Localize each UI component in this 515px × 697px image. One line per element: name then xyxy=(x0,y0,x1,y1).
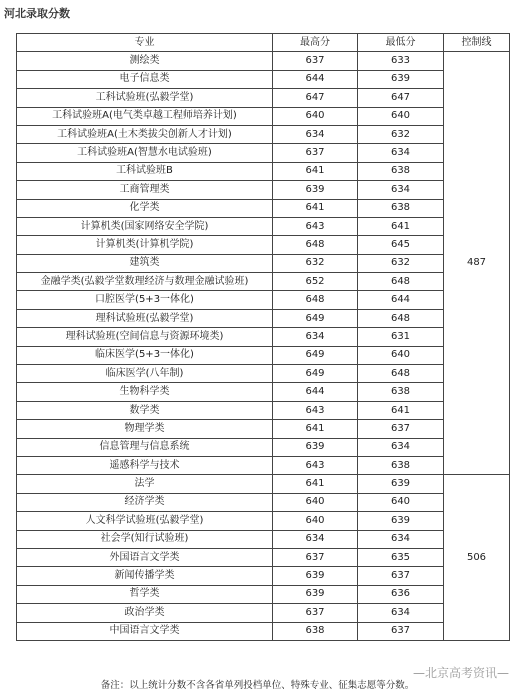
cell-major: 社会学(知行试验班) xyxy=(17,530,273,548)
watermark: —北京高考资讯— xyxy=(412,666,509,680)
table-row xyxy=(17,309,510,327)
cell-max-score: 639 xyxy=(273,181,358,199)
table-row xyxy=(17,162,510,180)
cell-max-score: 649 xyxy=(273,309,358,327)
cell-max-score: 634 xyxy=(273,125,358,143)
cell-min-score: 634 xyxy=(358,181,444,199)
cell-control-line: 506 xyxy=(444,475,510,641)
cell-min-score: 637 xyxy=(358,567,444,585)
table-row xyxy=(17,346,510,364)
table-row xyxy=(17,622,510,640)
cell-major: 人文科学试验班(弘毅学堂) xyxy=(17,512,273,530)
cell-major: 计算机类(国家网络安全学院) xyxy=(17,217,273,235)
cell-max-score: 641 xyxy=(273,420,358,438)
cell-min-score: 634 xyxy=(358,438,444,456)
cell-max-score: 640 xyxy=(273,107,358,125)
cell-major: 法学 xyxy=(17,475,273,493)
cell-max-score: 637 xyxy=(273,548,358,566)
table-row xyxy=(17,567,510,585)
cell-major: 生物科学类 xyxy=(17,383,273,401)
cell-max-score: 643 xyxy=(273,217,358,235)
table-row xyxy=(17,181,510,199)
cell-max-score: 641 xyxy=(273,199,358,217)
cell-major: 化学类 xyxy=(17,199,273,217)
cell-max-score: 639 xyxy=(273,438,358,456)
table-row xyxy=(17,530,510,548)
cell-min-score: 637 xyxy=(358,622,444,640)
table-row xyxy=(17,89,510,107)
cell-max-score: 639 xyxy=(273,567,358,585)
cell-max-score: 647 xyxy=(273,89,358,107)
cell-min-score: 632 xyxy=(358,125,444,143)
table-row xyxy=(17,493,510,511)
cell-max-score: 637 xyxy=(273,144,358,162)
cell-major: 物理学类 xyxy=(17,420,273,438)
cell-min-score: 635 xyxy=(358,548,444,566)
table-row xyxy=(17,365,510,383)
table-row xyxy=(17,420,510,438)
cell-major: 数学类 xyxy=(17,401,273,419)
cell-min-score: 647 xyxy=(358,89,444,107)
table-row xyxy=(17,70,510,88)
table-row xyxy=(17,52,510,70)
cell-max-score: 634 xyxy=(273,328,358,346)
cell-major: 临床医学(八年制) xyxy=(17,365,273,383)
cell-min-score: 638 xyxy=(358,383,444,401)
cell-min-score: 634 xyxy=(358,604,444,622)
cell-min-score: 644 xyxy=(358,291,444,309)
cell-major: 遥感科学与技术 xyxy=(17,456,273,474)
cell-max-score: 641 xyxy=(273,475,358,493)
table-row xyxy=(17,401,510,419)
table-row xyxy=(17,383,510,401)
cell-major: 工科试验班A(智慧水电试验班) xyxy=(17,144,273,162)
cell-major: 理科试验班(空间信息与资源环境类) xyxy=(17,328,273,346)
table-row xyxy=(17,438,510,456)
table-row xyxy=(17,125,510,143)
cell-min-score: 638 xyxy=(358,162,444,180)
cell-max-score: 648 xyxy=(273,236,358,254)
cell-max-score: 649 xyxy=(273,346,358,364)
cell-min-score: 640 xyxy=(358,493,444,511)
cell-max-score: 644 xyxy=(273,70,358,88)
cell-major: 工科试验班A(土木类拔尖创新人才计划) xyxy=(17,125,273,143)
cell-min-score: 632 xyxy=(358,254,444,272)
cell-min-score: 636 xyxy=(358,585,444,603)
cell-max-score: 640 xyxy=(273,512,358,530)
cell-min-score: 641 xyxy=(358,217,444,235)
cell-min-score: 639 xyxy=(358,70,444,88)
table-row xyxy=(17,548,510,566)
cell-major: 经济学类 xyxy=(17,493,273,511)
cell-major: 理科试验班(弘毅学堂) xyxy=(17,309,273,327)
cell-max-score: 643 xyxy=(273,401,358,419)
cell-major: 口腔医学(5+3一体化) xyxy=(17,291,273,309)
cell-min-score: 638 xyxy=(358,456,444,474)
cell-min-score: 637 xyxy=(358,420,444,438)
cell-major: 政治学类 xyxy=(17,604,273,622)
page-title: 河北录取分数 xyxy=(4,7,70,20)
table-row xyxy=(17,585,510,603)
cell-min-score: 639 xyxy=(358,512,444,530)
cell-major: 新闻传播学类 xyxy=(17,567,273,585)
table-header-row xyxy=(17,34,510,52)
cell-max-score: 640 xyxy=(273,493,358,511)
header-min-score: 最低分 xyxy=(358,34,444,52)
cell-min-score: 638 xyxy=(358,199,444,217)
cell-min-score: 639 xyxy=(358,475,444,493)
table-row xyxy=(17,456,510,474)
admission-score-table xyxy=(16,33,510,641)
cell-major: 工商管理类 xyxy=(17,181,273,199)
watermark-text: 北京高考资讯 xyxy=(424,666,497,680)
cell-max-score: 637 xyxy=(273,604,358,622)
cell-min-score: 633 xyxy=(358,52,444,70)
cell-max-score: 638 xyxy=(273,622,358,640)
cell-major: 电子信息类 xyxy=(17,70,273,88)
table-row xyxy=(17,144,510,162)
cell-major: 信息管理与信息系统 xyxy=(17,438,273,456)
cell-max-score: 649 xyxy=(273,365,358,383)
table-row xyxy=(17,236,510,254)
table-row xyxy=(17,512,510,530)
cell-max-score: 637 xyxy=(273,52,358,70)
table-body xyxy=(17,52,510,641)
cell-max-score: 644 xyxy=(273,383,358,401)
cell-min-score: 648 xyxy=(358,273,444,291)
cell-major: 工科试验班B xyxy=(17,162,273,180)
cell-major: 工科试验班A(电气类卓越工程师培养计划) xyxy=(17,107,273,125)
cell-major: 临床医学(5+3一体化) xyxy=(17,346,273,364)
table-row xyxy=(17,273,510,291)
table-row xyxy=(17,328,510,346)
cell-major: 计算机类(计算机学院) xyxy=(17,236,273,254)
cell-major: 金融学类(弘毅学堂数理经济与数理金融试验班) xyxy=(17,273,273,291)
cell-max-score: 632 xyxy=(273,254,358,272)
cell-min-score: 634 xyxy=(358,530,444,548)
cell-major: 建筑类 xyxy=(17,254,273,272)
cell-min-score: 641 xyxy=(358,401,444,419)
cell-major: 测绘类 xyxy=(17,52,273,70)
cell-major: 工科试验班(弘毅学堂) xyxy=(17,89,273,107)
cell-max-score: 648 xyxy=(273,291,358,309)
cell-major: 中国语言文学类 xyxy=(17,622,273,640)
cell-max-score: 634 xyxy=(273,530,358,548)
header-max-score: 最高分 xyxy=(273,34,358,52)
table-row xyxy=(17,291,510,309)
cell-min-score: 631 xyxy=(358,328,444,346)
cell-major: 哲学类 xyxy=(17,585,273,603)
table-row xyxy=(17,107,510,125)
cell-max-score: 643 xyxy=(273,456,358,474)
cell-min-score: 640 xyxy=(358,107,444,125)
table-row xyxy=(17,475,510,493)
cell-max-score: 652 xyxy=(273,273,358,291)
cell-min-score: 648 xyxy=(358,365,444,383)
footnote: 备注：以上统计分数不含各省单列投档单位、特殊专业、征集志愿等分数。 xyxy=(100,680,415,691)
header-major: 专业 xyxy=(17,34,273,52)
cell-min-score: 648 xyxy=(358,309,444,327)
cell-major: 外国语言文学类 xyxy=(17,548,273,566)
table-row xyxy=(17,217,510,235)
header-control-line: 控制线 xyxy=(444,34,510,52)
cell-min-score: 634 xyxy=(358,144,444,162)
cell-min-score: 640 xyxy=(358,346,444,364)
cell-min-score: 645 xyxy=(358,236,444,254)
cell-max-score: 639 xyxy=(273,585,358,603)
cell-max-score: 641 xyxy=(273,162,358,180)
table-row xyxy=(17,199,510,217)
table-row xyxy=(17,254,510,272)
cell-control-line: 487 xyxy=(444,52,510,475)
table-row xyxy=(17,604,510,622)
